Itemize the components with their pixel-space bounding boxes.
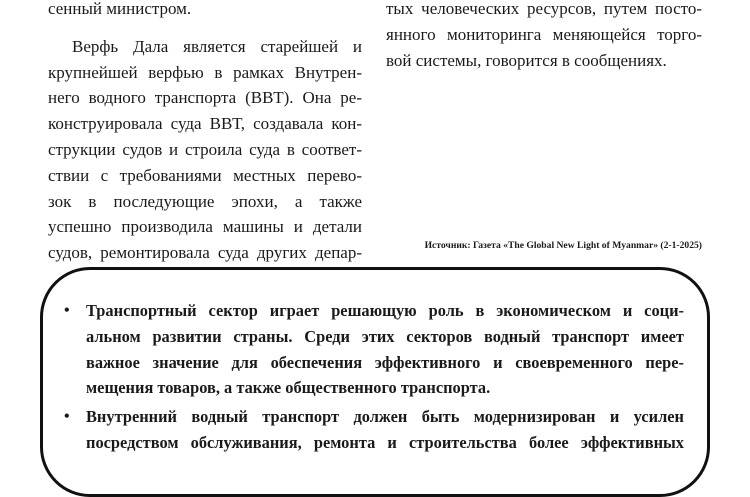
left-line: ствии с требованиями местных перево- xyxy=(48,165,362,185)
left-line: струкции судов и строила суда в соответ- xyxy=(48,139,362,159)
right-column xyxy=(386,0,702,73)
bullet-line: мещения товаров, а также общественного транспорта. xyxy=(86,378,491,398)
right-line: янного мониторинга меняющейся торго- xyxy=(386,24,702,44)
source-citation: Источник: Газета «The Global New Light of Myanmar» (2-1-2025) xyxy=(424,240,702,251)
summary-bullet-list xyxy=(64,298,684,459)
right-line: вой системы, говорится в сообщениях. xyxy=(386,50,667,70)
summary-bullet xyxy=(64,298,684,401)
left-line: Верфь Дала является старейшей и xyxy=(72,36,362,56)
bullet-line: посредством обслуживания, ремонта и строительства более эффективных xyxy=(86,432,684,452)
left-line: него водного транспорта (ВВТ). Она ре- xyxy=(48,88,362,108)
bullet-line: Транспортный сектор играет решающую роль в экономическом и соци- xyxy=(86,301,684,320)
left-paragraph xyxy=(48,34,362,266)
left-top-fragment: сенный министром. xyxy=(48,0,192,18)
left-line: судов, ремонтировала суда других депар- xyxy=(48,243,362,263)
left-line: крупнейшей верфью в рамках Внутрен- xyxy=(48,62,362,82)
bullet-line: важное значение для обеспечения эффективного и своевременного пере- xyxy=(86,352,684,372)
left-line: зок в последующие эпохи, а также xyxy=(48,191,362,211)
right-line: тых человеческих ресурсов, путем посто- xyxy=(386,0,702,18)
bullet-line: Внутренний водный транспорт должен быть модернизирован и усилен xyxy=(86,407,684,427)
left-column xyxy=(48,0,362,266)
bullet-dot-icon: • xyxy=(64,302,70,319)
left-line: конструировала суда ВВТ, создавала кон- xyxy=(48,114,362,134)
left-line: успешно производила машины и детали xyxy=(48,217,362,237)
bullet-line: альном развитии страны. Среди этих секторов водный транспорт имеет xyxy=(86,326,684,346)
bullet-dot-icon: • xyxy=(64,408,70,426)
summary-bullet xyxy=(64,404,684,456)
